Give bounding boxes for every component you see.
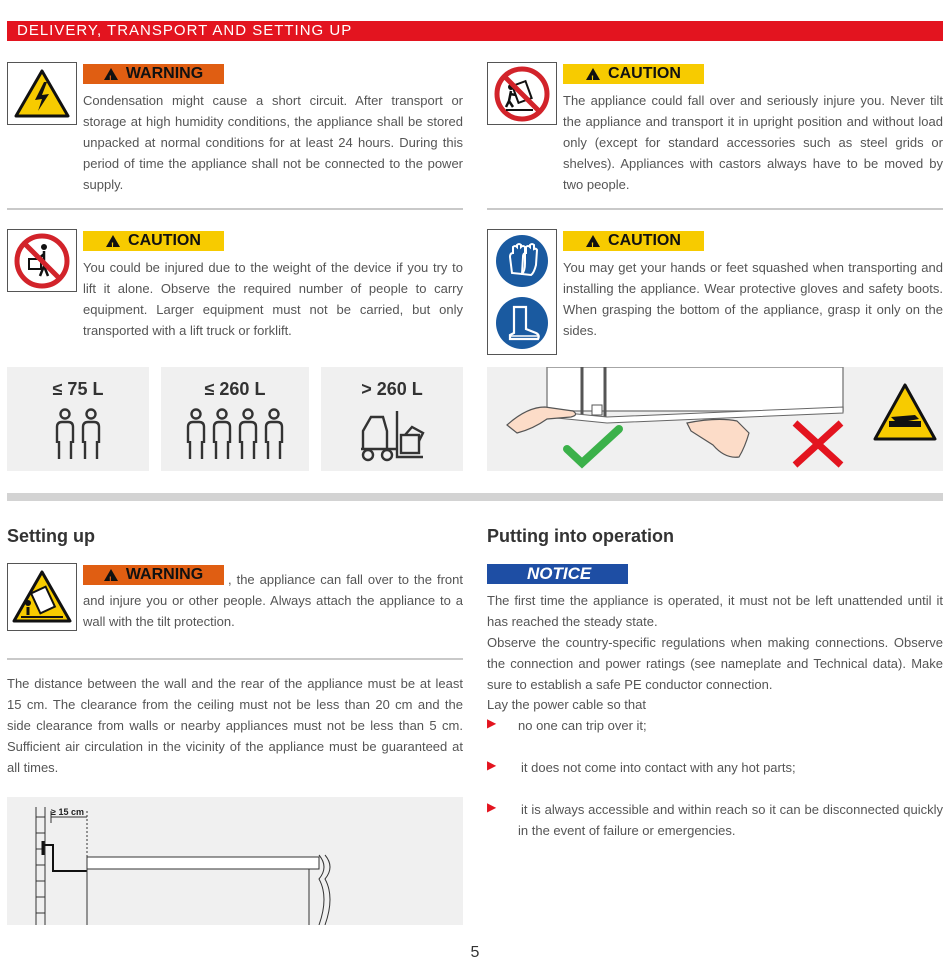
caution-triangle-icon: [586, 235, 600, 247]
caution-sign: [83, 231, 224, 251]
page-number: 5: [470, 944, 480, 961]
bullet-arrow-icon: ▶: [487, 758, 497, 772]
no-lifting-icon: [7, 229, 77, 292]
warning-triangle-icon: [104, 68, 118, 80]
gloves-icon: [494, 233, 550, 289]
capacity-box: [321, 367, 463, 471]
bullet-item: it is always accessible and within reach so it can be disconnected quickly in the event of failure or emergencies.: [518, 802, 943, 838]
cross-mark-icon: [795, 423, 841, 465]
operation-heading: Putting into operation: [487, 526, 674, 546]
caution-label: CAUTION: [128, 232, 201, 249]
bullet-item: no one can trip over it;: [518, 718, 647, 733]
ppe-icons: [487, 229, 557, 355]
notice-sign: NOTICE: [487, 564, 628, 584]
warning-sign: [83, 64, 224, 84]
divider: [7, 658, 463, 660]
condensation-text: Condensation might cause a short circuit. After transport or storage at high humidity conditions, the appliance shall be stored unpacked at normal conditions for at least 24 hours. During this period of time the appliance shall not be connected to the power supply.: [83, 93, 463, 192]
safety-boots-icon: [494, 295, 550, 351]
warning-label: WARNING: [125, 65, 204, 82]
section-title: DELIVERY, TRANSPORT AND SETTING UP: [7, 21, 943, 41]
tip-over-hazard-icon: [7, 563, 77, 631]
setting-up-heading: Setting up: [7, 526, 95, 546]
no-tilting-icon: [487, 62, 557, 125]
divider: [7, 208, 463, 210]
tilt-warning-text: , the appliance can fall over to the front and injure you or other people. Always attach the appliance to a wall with the tilt protection.: [83, 572, 463, 629]
check-mark-icon: [567, 429, 619, 463]
clearance-text: The distance between the wall and the rear of the appliance must be at least 15 cm. The clearance from the ceiling must not be less than 20 cm and the side clearance from walls or nearby appliances must not be less than 5 cm. Sufficient air circulation in the vicinity of the appliance must be guaranteed at all times.: [7, 676, 463, 775]
capacity-box: [161, 367, 309, 471]
operation-paragraph-3: Lay the power cable so that: [487, 697, 646, 712]
operation-paragraph-2: Observe the country-specific regulations when making connections. Observe the connection and power ratings (see nameplate and Technical data). Make sure to establish a safe PE conductor connection.: [487, 635, 943, 692]
operation-paragraph-1: The first time the appliance is operated, it must not be left unattended until it has reached the steady state.: [487, 593, 943, 629]
clearance-diagram: [7, 797, 463, 925]
bullet-arrow-icon: ▶: [487, 716, 497, 730]
caution-triangle-icon: [106, 235, 120, 247]
warning-triangle-icon: [104, 569, 118, 581]
left-hand-icon: [507, 407, 576, 433]
electrical-hazard-icon: [7, 62, 77, 125]
warning-label: WARNING: [125, 566, 204, 583]
capacity-label: ≤ 260 L: [204, 379, 266, 399]
clearance-label: ≥ 15 cm: [51, 807, 84, 817]
right-hand-icon: [687, 419, 749, 457]
caution-triangle-icon: [586, 68, 600, 80]
capacity-box: [7, 367, 149, 471]
capacity-label: > 260 L: [361, 379, 423, 399]
grasping-illustration: [487, 367, 943, 471]
crush-hazard-icon: [875, 385, 935, 439]
caution-label: CAUTION: [608, 232, 681, 249]
capacity-label: ≤ 75 L: [52, 379, 104, 399]
two-people-icon: [54, 407, 104, 463]
fall-over-text: The appliance could fall over and seriously injure you. Never tilt the appliance and transport it in upright position and without load only (except for standard accessories such as steel grids or shelves). Appliances with castors always have to be moved by two people.: [563, 93, 943, 192]
section-divider: [7, 493, 943, 501]
squashed-text: You may get your hands or feet squashed when transporting and installing the appliance. Wear protective gloves and safety boots. When grasping the bottom of the appliance, grasp it only on the sides.: [563, 260, 943, 338]
caution-label: CAUTION: [608, 65, 681, 82]
four-people-icon: [185, 407, 287, 463]
bullet-item: it does not come into contact with any hot parts;: [521, 760, 796, 775]
warning-sign: [83, 565, 224, 585]
forklift-icon: [357, 407, 427, 465]
weight-text: You could be injured due to the weight of the device if you try to lift it alone. Observe the required number of people to carry equipment. Larger equipment must not be carried, but only transported with a lift truck or forklift.: [83, 260, 463, 338]
caution-sign: [563, 64, 704, 84]
divider: [487, 208, 943, 210]
caution-sign: [563, 231, 704, 251]
bullet-arrow-icon: ▶: [487, 800, 497, 814]
